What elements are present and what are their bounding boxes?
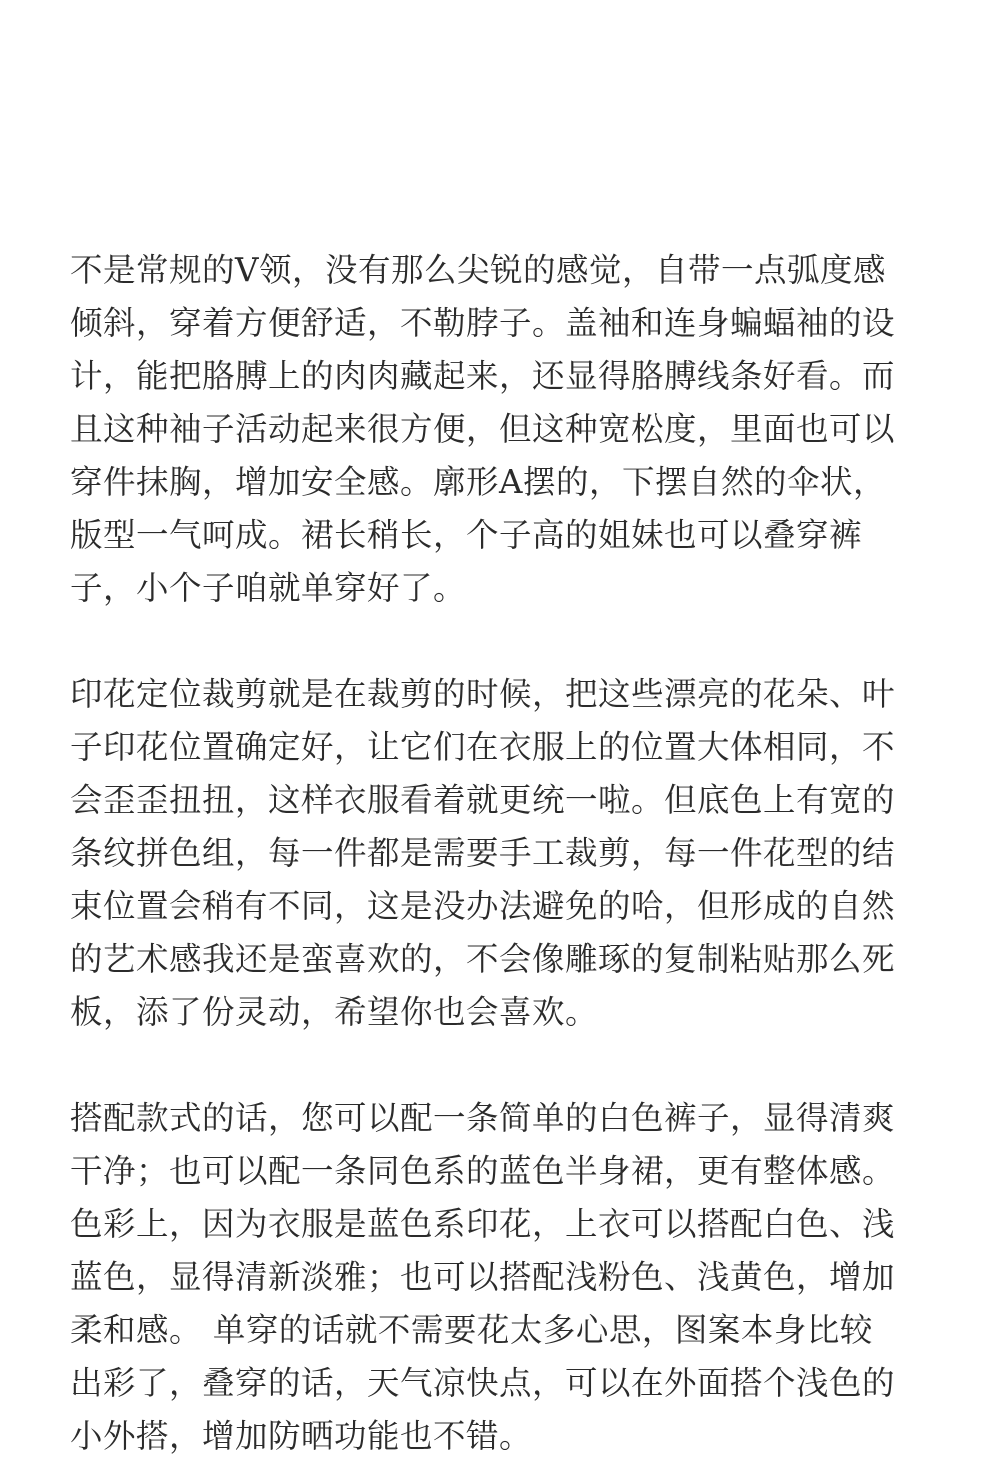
text-line: 条纹拼色组，每一件都是需要手工裁剪，每一件花型的结: [70, 834, 896, 872]
text-line: 出彩了，叠穿的话，天气凉快点，可以在外面搭个浅色的: [70, 1364, 896, 1402]
paragraph-styling-tips: [70, 1092, 930, 1463]
text-line: 倾斜，穿着方便舒适，不勒脖子。盖袖和连身蝙蝠袖的设: [70, 304, 896, 342]
text-line: 且这种袖子活动起来很方便，但这种宽松度，里面也可以: [70, 410, 896, 448]
paragraph-neckline-sleeves: [70, 244, 930, 615]
text-line: 色彩上，因为衣服是蓝色系印花，上衣可以搭配白色、浅: [70, 1205, 896, 1243]
article-body: [70, 244, 930, 1463]
text-line: 蓝色，显得清新淡雅；也可以搭配浅粉色、浅黄色，增加: [70, 1258, 896, 1296]
text-line: 版型一气呵成。裙长稍长，个子高的姐妹也可以叠穿裤: [70, 516, 863, 554]
text-line: 穿件抹胸，增加安全感。廓形A摆的，下摆自然的伞状，: [70, 463, 886, 501]
paragraph-spacer: [70, 1039, 930, 1092]
text-line: 子印花位置确定好，让它们在衣服上的位置大体相同，不: [70, 728, 896, 766]
text-line: 小外搭，增加防晒功能也不错。: [70, 1417, 533, 1455]
paragraph-spacer: [70, 615, 930, 668]
text-line: 搭配款式的话，您可以配一条简单的白色裤子，显得清爽: [70, 1099, 896, 1137]
text-line: 会歪歪扭扭，这样衣服看着就更统一啦。但底色上有宽的: [70, 781, 896, 819]
text-line: 计，能把胳膊上的肉肉藏起来，还显得胳膊线条好看。而: [70, 357, 896, 395]
text-line: 的艺术感我还是蛮喜欢的，不会像雕琢的复制粘贴那么死: [70, 940, 896, 978]
text-line: 子，小个子咱就单穿好了。: [70, 569, 467, 607]
text-line: 印花定位裁剪就是在裁剪的时候，把这些漂亮的花朵、叶: [70, 675, 896, 713]
text-line: 不是常规的V领，没有那么尖锐的感觉，自带一点弧度感: [70, 251, 886, 289]
text-line: 干净；也可以配一条同色系的蓝色半身裙，更有整体感。: [70, 1152, 896, 1190]
text-line: 束位置会稍有不同，这是没办法避免的哈，但形成的自然: [70, 887, 896, 925]
paragraph-print-cutting: [70, 668, 930, 1039]
text-line: 板，添了份灵动，希望你也会喜欢。: [70, 993, 599, 1031]
text-line: 柔和感。 单穿的话就不需要花太多心思，图案本身比较: [70, 1311, 873, 1349]
